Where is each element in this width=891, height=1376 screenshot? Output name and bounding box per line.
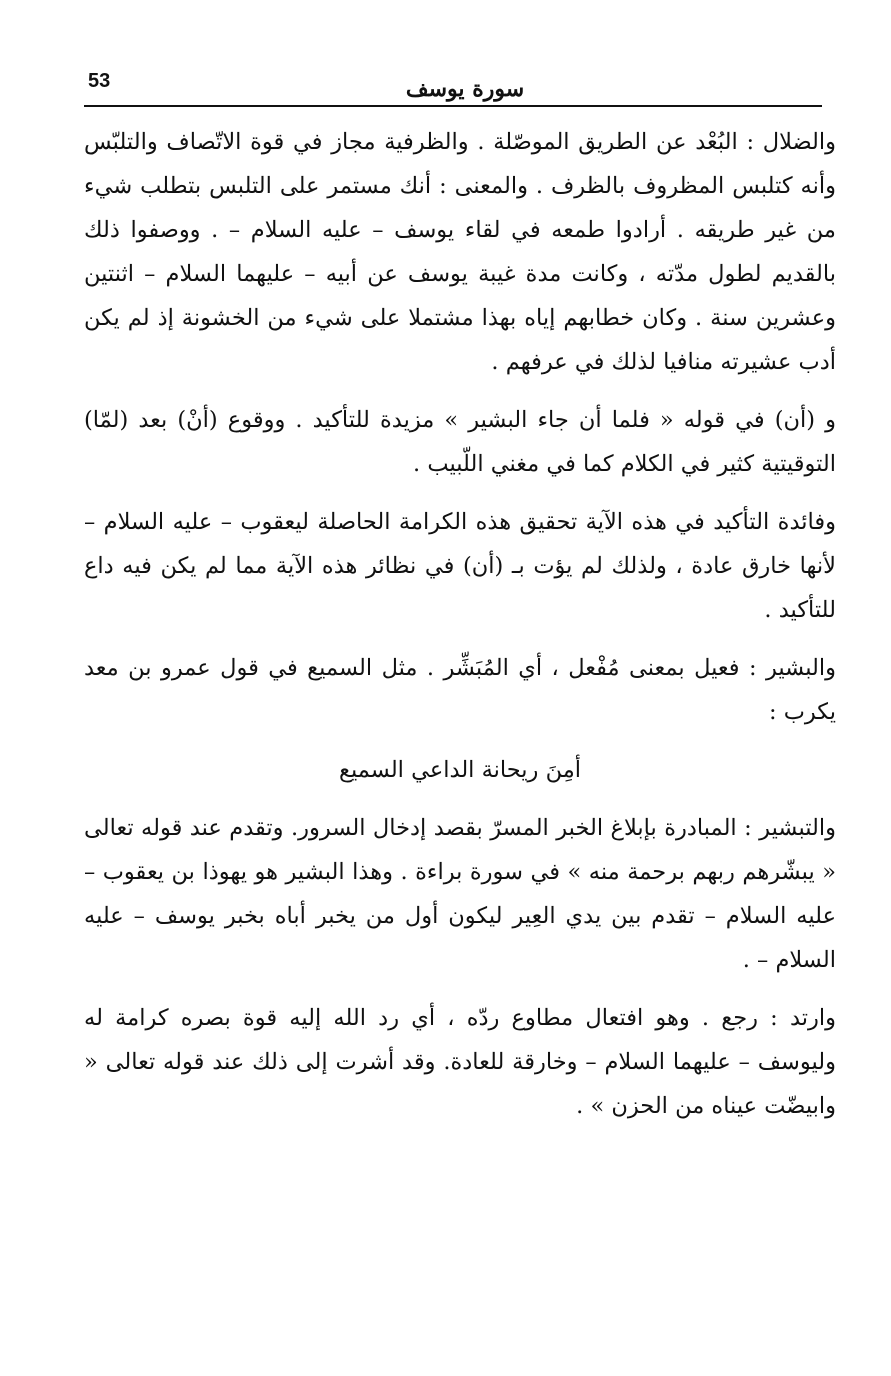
paragraph-an-lamma: و (أن) في قوله « فلما أن جاء البشير » مزيدة للتأكيد . ووقوع (أنْ) بعد (لمّا) التوقيتية كثير في الكلام كما في مغني اللّبيب . [84, 407, 836, 477]
paragraph-irtadda: وارتد : رجع . وهو افتعال مطاوع ردّه ، أي رد الله إليه قوة بصره كرامة له وليوسف – عليهما السلام – وخارقة للعادة. وقد أشرت إلى ذلك عند قوله تعالى « وابيضّت عيناه من الحزن » . [84, 1005, 836, 1119]
poetry-verse: أمِنَ ريحانة الداعي السميع [338, 757, 582, 783]
header-rule [84, 105, 822, 107]
page-number: 53 [88, 70, 111, 92]
paragraph-dalal: والضلال : البُعْد عن الطريق الموصّلة . والظرفية مجاز في قوة الاتّصاف والتلبّس وأنه كتلبس المظروف بالظرف . والمعنى : أنك مستمر على التلبس بتطلب شيء من غير طريقه . أرادوا طمعه في لقاء يوسف – عليه السلام – . ووصفوا ذلك بالقديم لطول مدّته ، وكانت مدة غيبة يوسف عن أبيه – عليهما السلام – اثنتين وعشرين سنة . وكان خطابهم إياه بهذا مشتملا على شيء من الخشونة إذ لم يكن أدب عشيرته منافيا لذلك في عرفهم . [84, 129, 836, 375]
paragraph-taakid: وفائدة التأكيد في هذه الآية تحقيق هذه الكرامة الحاصلة ليعقوب – عليه السلام – لأنها خارق عادة ، ولذلك لم يؤت بـ (أن) في نظائر هذه الآية مما لم يكن فيه داع للتأكيد . [84, 509, 836, 623]
paragraph-tabshir: والتبشير : المبادرة بإبلاغ الخبر المسرّ بقصد إدخال السرور. وتقدم عند قوله تعالى « يبشّرهم ربهم برحمة منه » في سورة براءة . وهذا البشير هو يهوذا بن يعقوب – عليه السلام – تقدم بين يدي العِير ليكون أول من يخبر أباه بخبر يوسف – عليه السلام – . [84, 815, 836, 973]
paragraph-bashir: والبشير : فعيل بمعنى مُفْعل ، أي المُبَشِّر . مثل السميع في قول عمرو بن معد يكرب : [84, 655, 836, 725]
body-text [84, 120, 836, 1142]
running-title: سورة يوسف [405, 76, 525, 102]
